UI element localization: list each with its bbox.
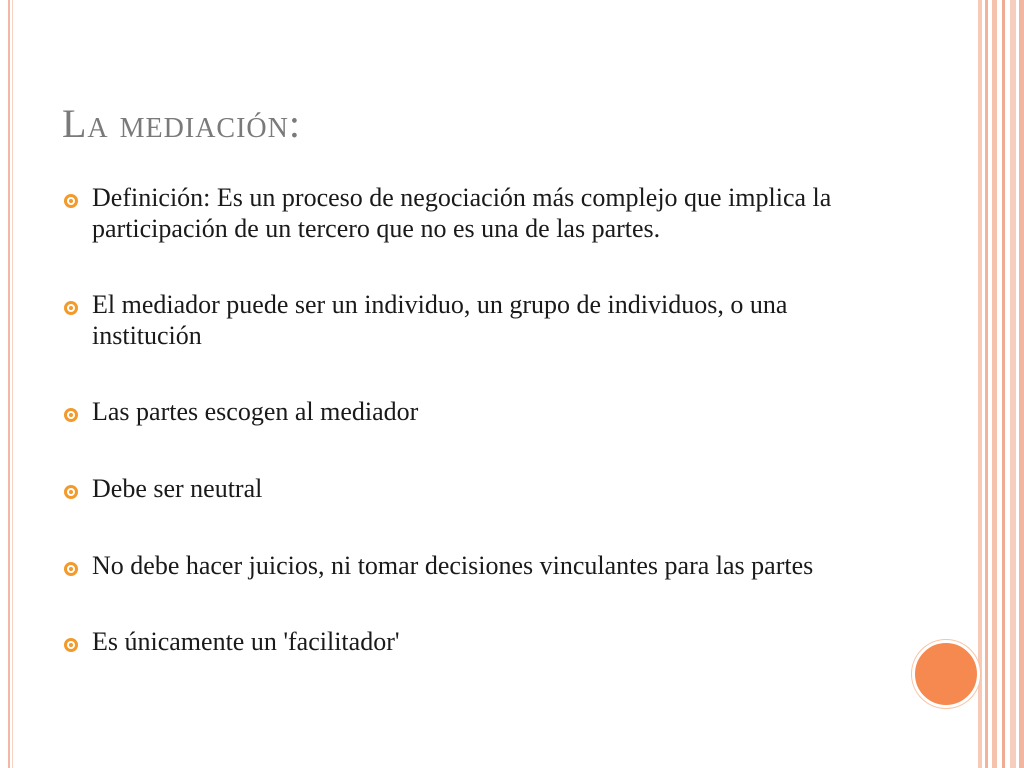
bullet-item [62, 473, 862, 504]
slide-title: La mediación: [62, 101, 301, 146]
decorative-stripe [985, 0, 988, 768]
decorative-stripe [1019, 0, 1024, 768]
decorative-circle [912, 640, 980, 708]
left-border-line [8, 0, 10, 768]
bullet-item [62, 396, 862, 427]
bullet-text: Es únicamente un 'facilitador' [92, 627, 400, 656]
bullet-icon [64, 485, 78, 499]
bullet-text: No debe hacer juicios, ni tomar decisiones vinculantes para las partes [92, 551, 814, 580]
bullet-icon [64, 562, 78, 576]
bullet-list [62, 182, 862, 657]
decorative-stripe [1002, 0, 1005, 768]
decorative-stripe [978, 0, 982, 768]
decorative-stripe [992, 0, 997, 768]
decorative-stripe [1010, 0, 1016, 768]
bullet-icon [64, 638, 78, 652]
bullet-text: Definición: Es un proceso de negociación más complejo que implica la participación de un tercero que no es una de las partes. [92, 183, 832, 243]
bullet-icon [64, 301, 78, 315]
bullet-item [62, 289, 862, 351]
bullet-item [62, 626, 862, 657]
bullet-item [62, 182, 862, 244]
bullet-text: Las partes escogen al mediador [92, 397, 419, 426]
bullet-icon [64, 408, 78, 422]
left-border-line-inner [12, 0, 13, 768]
bullet-text: El mediador puede ser un individuo, un grupo de individuos, o una institución [92, 290, 788, 350]
bullet-text: Debe ser neutral [92, 474, 263, 503]
bullet-icon [64, 194, 78, 208]
bullet-item [62, 550, 862, 581]
